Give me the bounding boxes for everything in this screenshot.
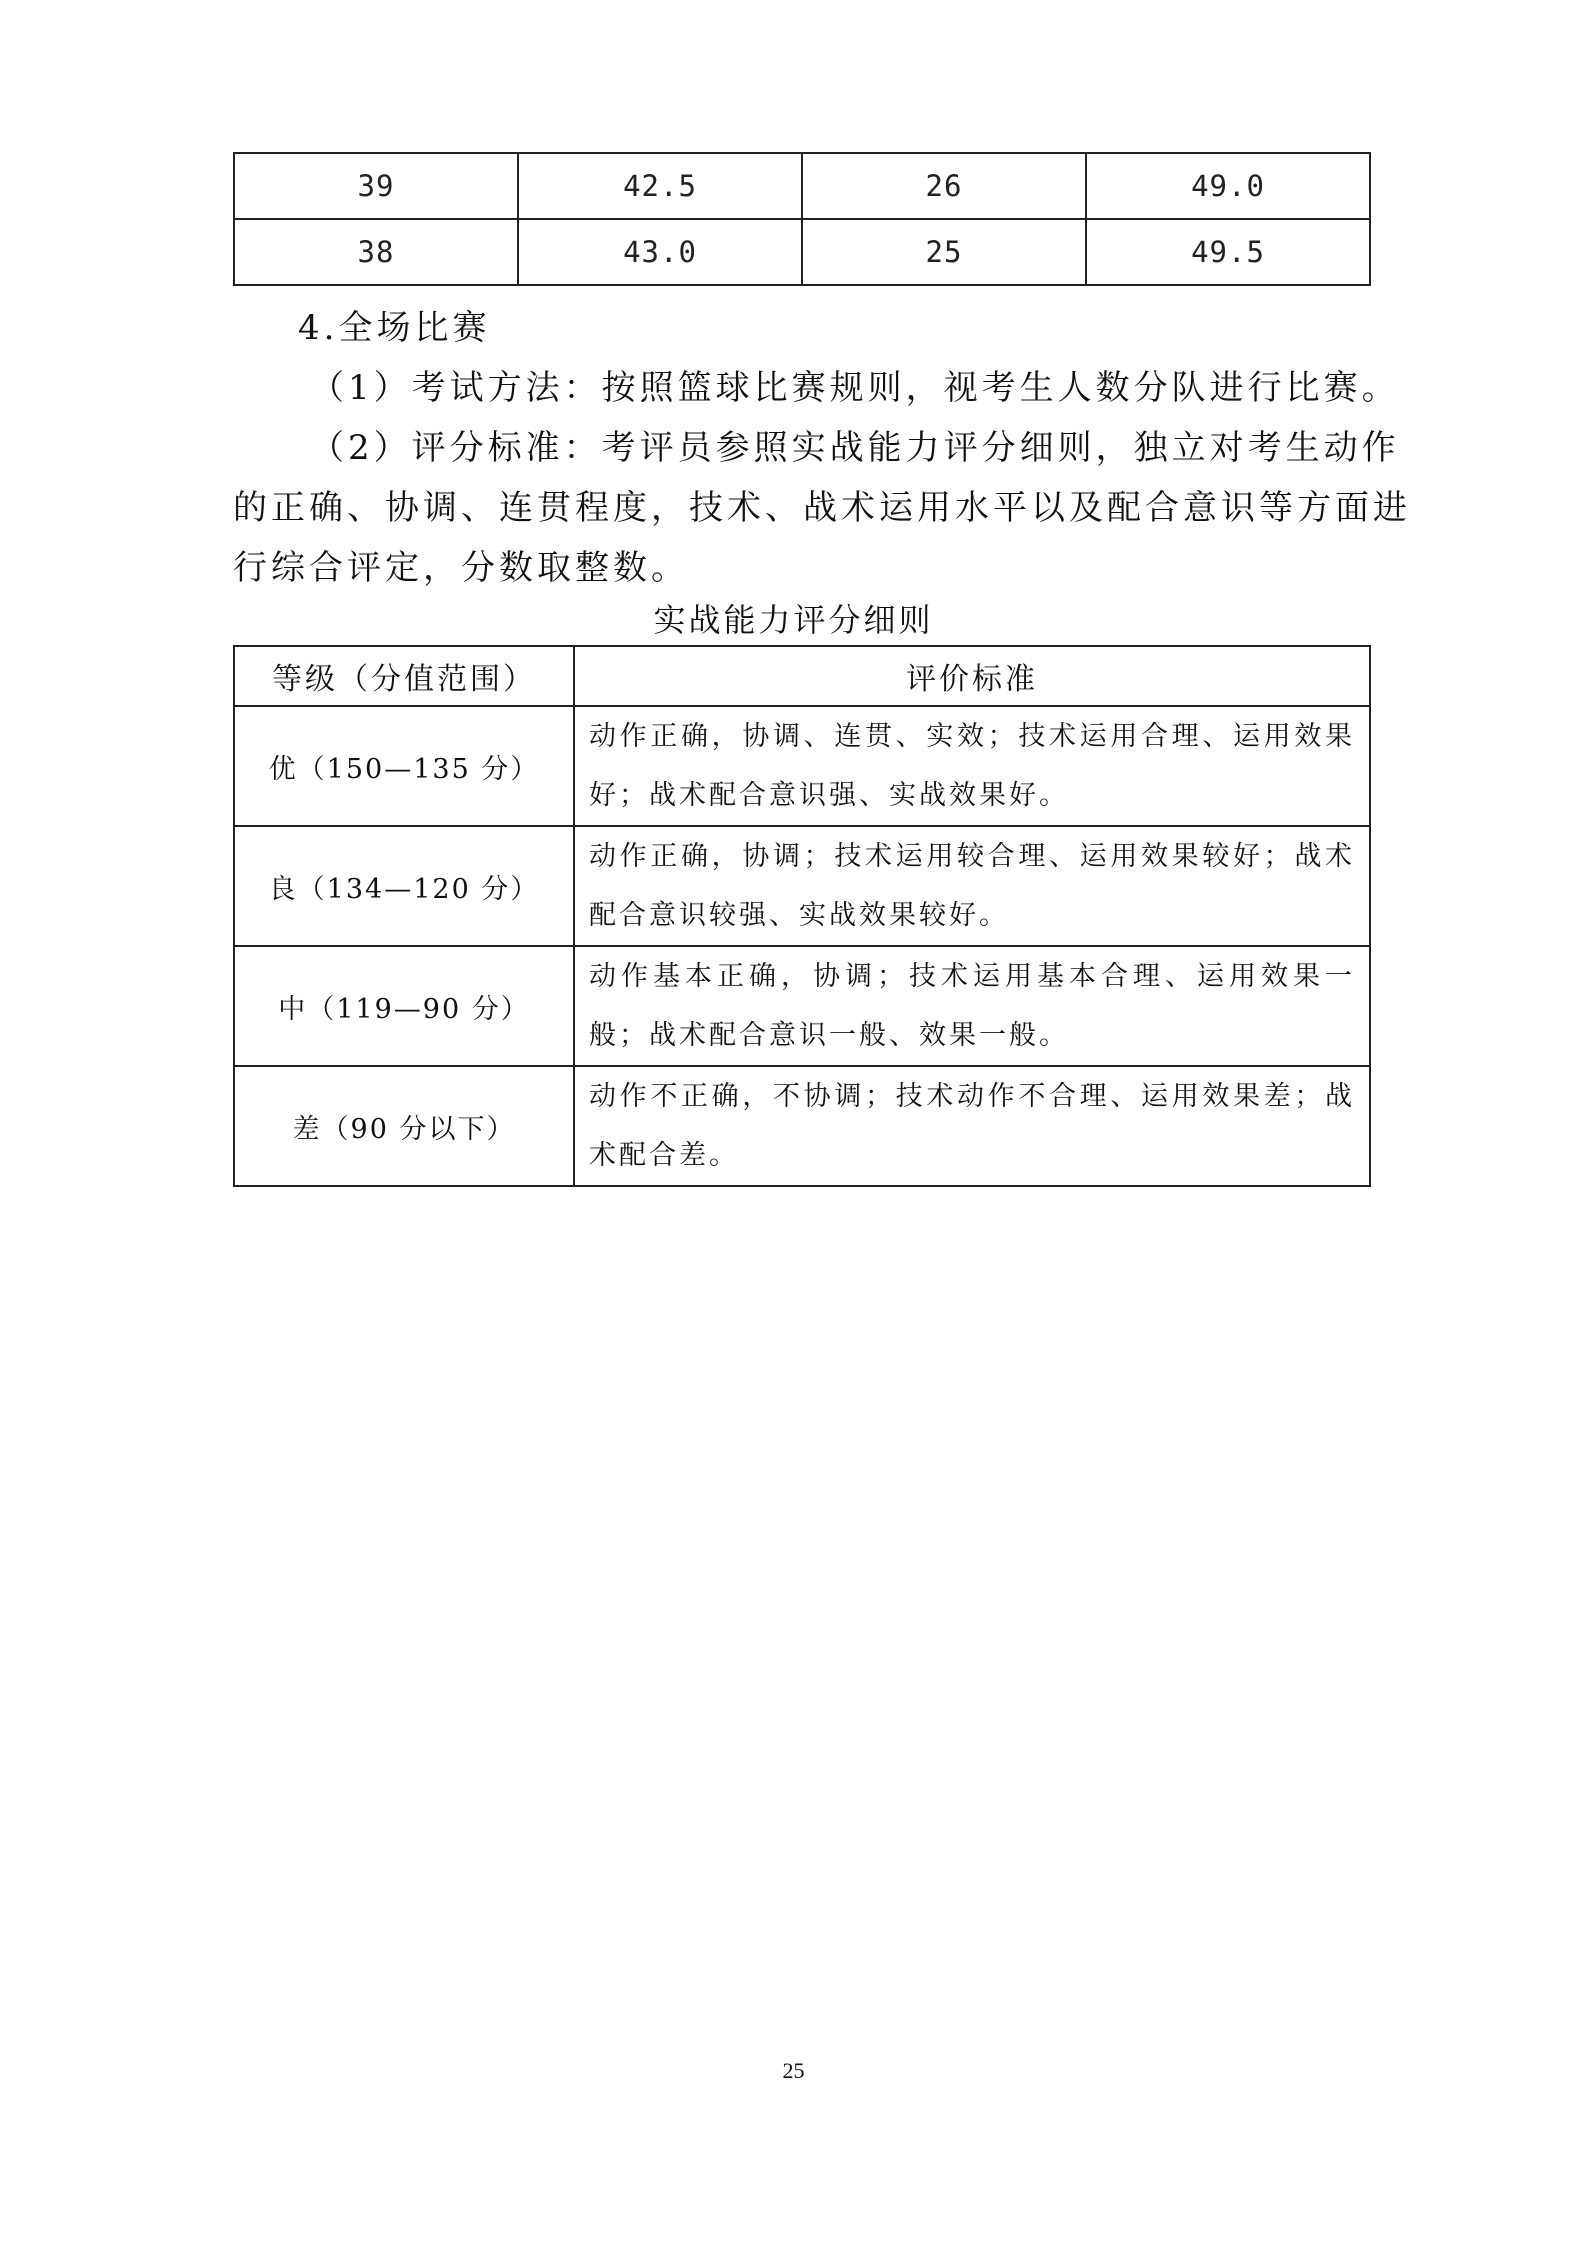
table-row	[234, 1066, 1370, 1186]
criteria-cell: 动作不正确，不协调；技术动作不合理、运用效果差；战术配合差。	[574, 1066, 1370, 1186]
criteria-paragraph-line-3: 行综合评定，分数取整数。	[233, 548, 689, 588]
table-row	[234, 706, 1370, 826]
table-row	[234, 219, 1370, 285]
table-cell: 43.0	[518, 219, 802, 285]
criteria-cell: 动作基本正确，协调；技术运用基本合理、运用效果一般；战术配合意识一般、效果一般。	[574, 946, 1370, 1066]
table-row	[234, 946, 1370, 1066]
table-cell: 42.5	[518, 153, 802, 219]
table-header-row	[234, 646, 1370, 706]
table-cell: 26	[802, 153, 1086, 219]
table-row	[234, 826, 1370, 946]
column-header-criteria: 评价标准	[574, 646, 1370, 706]
grade-cell: 中（119—90 分）	[234, 946, 574, 1066]
table-cell: 25	[802, 219, 1086, 285]
grade-cell: 差（90 分以下）	[234, 1066, 574, 1186]
table-cell: 49.5	[1086, 219, 1370, 285]
page-number: 25	[782, 2058, 805, 2083]
column-header-grade: 等级（分值范围）	[234, 646, 574, 706]
section-heading: 4.全场比赛	[298, 308, 491, 348]
exam-method-paragraph: （1）考试方法：按照篮球比赛规则，视考生人数分队进行比赛。	[310, 368, 1400, 408]
criteria-paragraph-line-2: 的正确、协调、连贯程度，技术、战术运用水平以及配合意识等方面进	[233, 488, 1411, 528]
criteria-cell: 动作正确，协调；技术运用较合理、运用效果较好；战术配合意识较强、实战效果较好。	[574, 826, 1370, 946]
grade-cell: 良（134—120 分）	[234, 826, 574, 946]
grade-cell: 优（150—135 分）	[234, 706, 574, 826]
table-cell: 49.0	[1086, 153, 1370, 219]
rating-table	[233, 645, 1371, 1187]
table-row	[234, 153, 1370, 219]
table-cell: 39	[234, 153, 518, 219]
criteria-cell: 动作正确，协调、连贯、实效；技术运用合理、运用效果好；战术配合意识强、实战效果好。	[574, 706, 1370, 826]
score-table	[233, 152, 1371, 286]
criteria-paragraph-line-1: （2）评分标准：考评员参照实战能力评分细则，独立对考生动作	[310, 428, 1400, 468]
table-cell: 38	[234, 219, 518, 285]
table-title: 实战能力评分细则	[653, 601, 934, 639]
